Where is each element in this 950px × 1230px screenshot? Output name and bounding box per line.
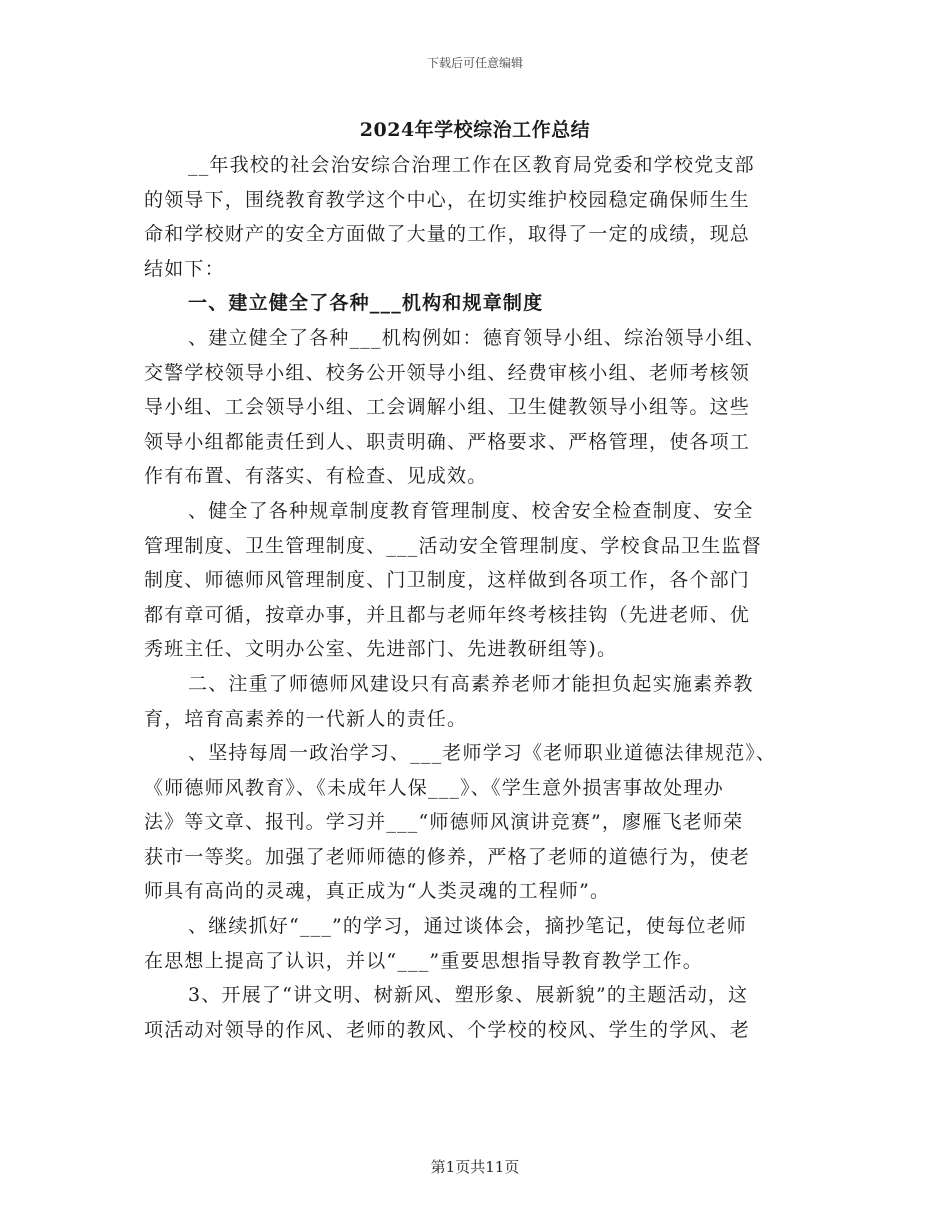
document-title: 2024年学校综治工作总结 [359,119,591,141]
paragraph-line: 3、开展了“讲文明、树新风、塑形象、展新貌”的主题活动，这 [188,984,749,1007]
paragraph-line: 项活动对领导的作风、老师的教风、个学校的校风、学生的学风、老 [144,1018,751,1041]
paragraph-line: 、继续抓好“___”的学习，通过谈体会，摘抄笔记，使每位老师 [188,915,747,938]
paragraph-line: 、健全了各种规章制度教育管理制度、校舍安全检查制度、安全 [188,499,754,522]
paragraph-line: 都有章可循，按章办事，并且都与老师年终考核挂钩（先进老师、优 [144,603,751,626]
download-note: 下载后可任意编辑 [426,56,523,70]
paragraph-line: 管理制度、卫生管理制度、___活动安全管理制度、学校食品卫生监督 [144,534,762,557]
paragraph-line: 制度、师德师风管理制度、门卫制度，这样做到各项工作，各个部门 [144,569,751,592]
paragraph-line: 法》等文章、报刊。学习并___“师德师风演讲竞赛”，廖雁飞老师荣 [144,811,744,834]
paragraph-line: 的领导下，围绕教育教学这个中心，在切实维护校园稳定确保师生生 [144,188,751,211]
paragraph-line: 命和学校财产的安全方面做了大量的工作，取得了一定的成绩，现总 [144,223,751,246]
paragraph-line: 作有布置、有落实、有检查、见成效。 [144,465,488,488]
document-body [144,148,806,1047]
paragraph-line: 获市一等奖。加强了老师师德的修养，严格了老师的道德行为，使老 [144,845,751,868]
paragraph-line: 秀班主任、文明办公室、先进部门、先进教研组等)。 [144,638,618,661]
paragraph-line: 《师德师风教育》、《未成年人保___》、《学生意外损害事故处理办 [144,776,724,799]
paragraph-line: 在思想上提高了认识，并以“___”重要思想指导教育教学工作。 [144,949,703,972]
paragraph-line: 二、注重了师德师风建设只有高素养老师才能担负起实施素养教 [188,672,754,695]
paragraph-line: 育，培育高素养的一代新人的责任。 [144,707,468,730]
page-number: 第1页共11页 [430,1158,520,1176]
paragraph-line: 、建立健全了各种___机构例如：德育领导小组、综治领导小组、 [188,326,766,349]
paragraph-line: 、坚持每周一政治学习、___老师学习《老师职业道德法律规范》、 [188,742,777,765]
paragraph-line: 结如下： [144,257,225,280]
paragraph-line: 师具有高尚的灵魂，真正成为“人类灵魂的工程师”。 [144,880,611,903]
paragraph-line: 导小组、工会领导小组、工会调解小组、卫生健教领导小组等。这些 [144,396,751,419]
paragraph-line: 交警学校领导小组、校务公开领导小组、经费审核小组、老师考核领 [144,361,751,384]
paragraph-line: 领导小组都能责任到人、职责明确、严格要求、严格管理，使各项工 [144,430,751,453]
section-heading: 一、建立健全了各种___机构和规章制度 [188,292,544,315]
paragraph-line: __年我校的社会治安综合治理工作在区教育局党委和学校党支部 [188,154,755,176]
